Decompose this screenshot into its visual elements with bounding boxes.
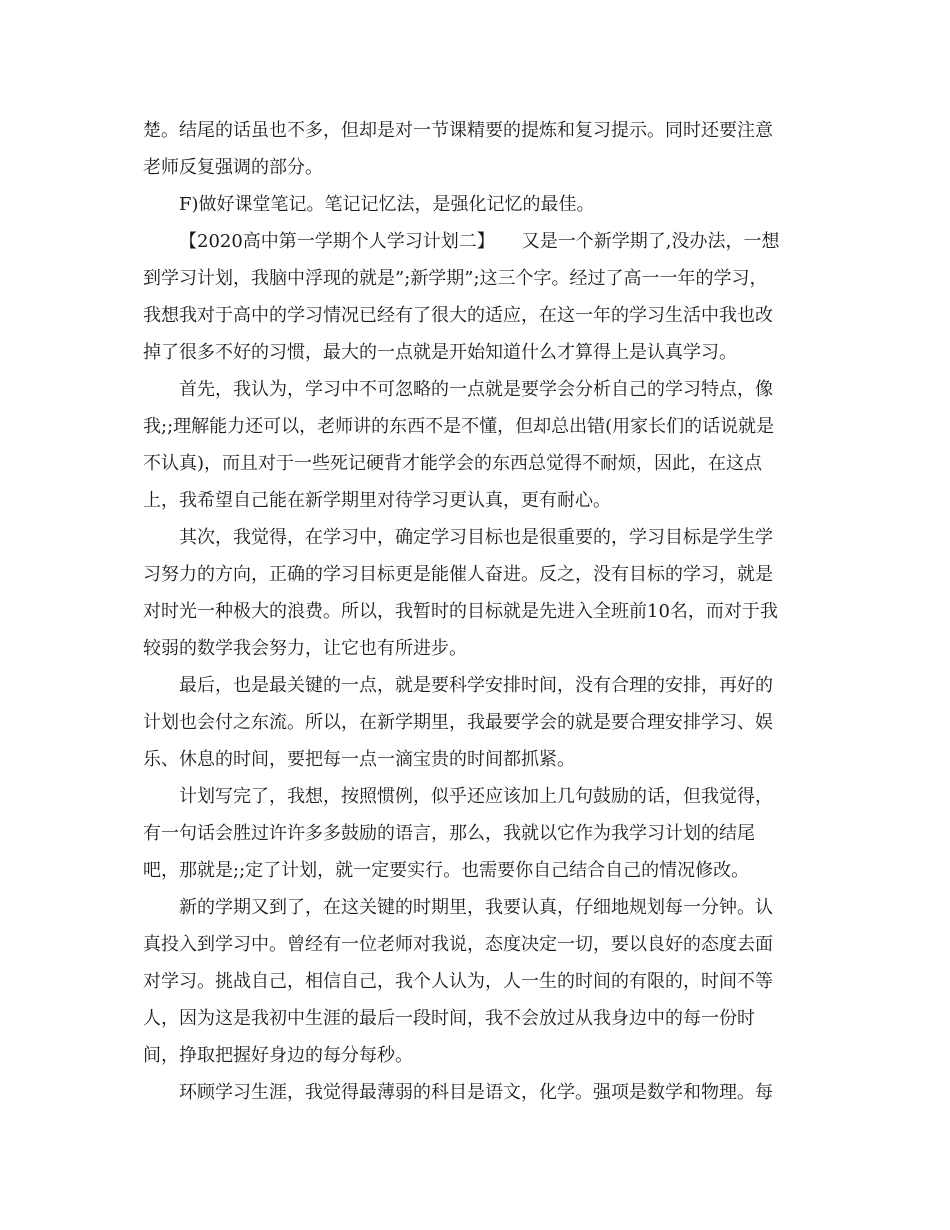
- text-line: 到学习计划，我脑中浮现的就是”;新学期”;这三个字。经过了高一一年的学习，: [143, 268, 768, 289]
- text-line: 习努力的方向，正确的学习目标更是能催人奋进。反之，没有目标的学习，就是: [143, 564, 773, 585]
- text-line: 有一句话会胜过许许多多鼓励的语言，那么，我就以它作为我学习计划的结尾: [143, 823, 755, 844]
- text-line: F)做好课堂笔记。笔记记忆法，是强化记忆的最佳。: [179, 194, 595, 215]
- text-line: 间，挣取把握好身边的每分每秒。: [143, 1045, 413, 1066]
- text-line: 上，我希望自己能在新学期里对待学习更认真，更有耐心。: [143, 490, 611, 511]
- text-line: 对时光一种极大的浪费。所以，我暂时的目标就是先进入全班前10名，而对于我: [143, 601, 778, 622]
- text-line: 我;;理解能力还可以，老师讲的东西不是不懂，但却总出错(用家长们的话说就是: [143, 416, 775, 437]
- text-line: 【2020高中第一学期个人学习计划二】 又是一个新学期了,没办法，一想: [179, 231, 780, 252]
- text-line: 其次，我觉得，在学习中，确定学习目标也是很重要的，学习目标是学生学: [179, 527, 773, 548]
- text-line: 真投入到学习中。曾经有一位老师对我说，态度决定一切，要以良好的态度去面: [143, 934, 773, 955]
- text-line: 不认真)，而且对于一些死记硬背才能学会的东西总觉得不耐烦，因此，在这点: [143, 453, 763, 474]
- text-line: 楚。结尾的话虽也不多，但却是对一节课精要的提炼和复习提示。同时还要注意: [143, 120, 773, 141]
- document-body: [143, 112, 808, 1111]
- text-line: 较弱的数学我会努力，让它也有所进步。: [143, 638, 467, 659]
- text-line: 吧，那就是;;定了计划，就一定要实行。也需要你自己结合自己的情况修改。: [143, 860, 750, 881]
- text-line: 乐、休息的时间，要把每一点一滴宝贵的时间都抓紧。: [143, 749, 575, 770]
- text-line: 计划也会付之东流。所以，在新学期里，我最要学会的就是要合理安排学习、娱: [143, 712, 773, 733]
- text-line: 老师反复强调的部分。: [143, 157, 323, 178]
- text-line: 人，因为这是我初中生涯的最后一段时间，我不会放过从我身边中的每一份时: [143, 1008, 755, 1029]
- text-line: 环顾学习生涯，我觉得最薄弱的科目是语文，化学。强项是数学和物理。每: [179, 1082, 773, 1103]
- text-line: 新的学期又到了，在这关键的时期里，我要认真，仔细地规划每一分钟。认: [179, 897, 773, 918]
- text-line: 掉了很多不好的习惯，最大的一点就是开始知道什么才算得上是认真学习。: [143, 342, 737, 363]
- text-line: 最后，也是最关键的一点，就是要科学安排时间，没有合理的安排，再好的: [179, 675, 773, 696]
- text-line: 计划写完了，我想，按照惯例，似乎还应该加上几句鼓励的话，但我觉得，: [179, 786, 773, 807]
- text-line: 对学习。挑战自己，相信自己，我个人认为，人一生的时间的有限的，时间不等: [143, 971, 773, 992]
- text-line: 我想我对于高中的学习情况已经有了很大的适应，在这一年的学习生活中我也改: [143, 305, 773, 326]
- text-line: 首先，我认为，学习中不可忽略的一点就是要学会分析自己的学习特点，像: [179, 379, 773, 400]
